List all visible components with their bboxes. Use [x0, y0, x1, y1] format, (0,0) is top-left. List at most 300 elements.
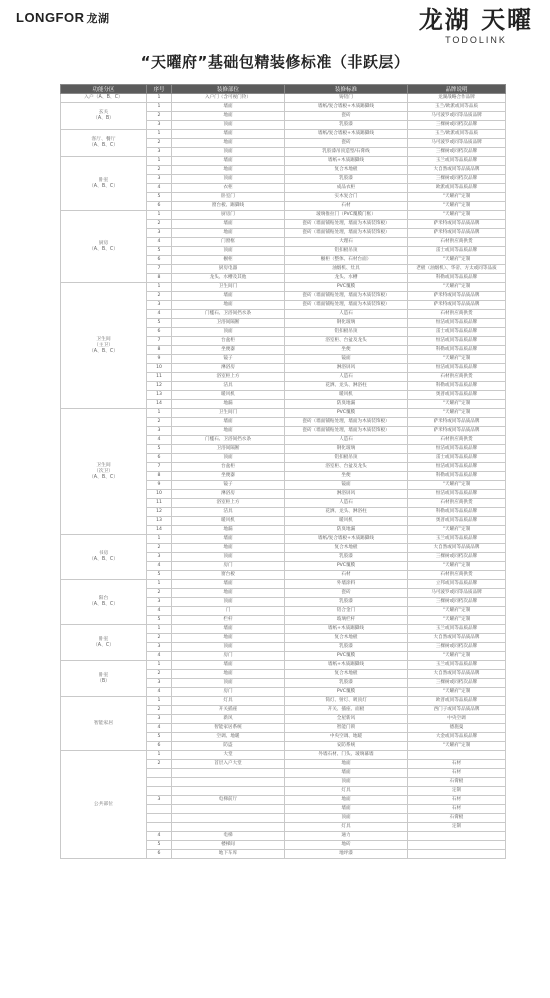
- brand-cell: 德施曼: [408, 724, 506, 733]
- brand-cell: 奥普或同等品质品牌: [408, 391, 506, 400]
- standard-cell: PVC覆膜: [285, 562, 408, 571]
- row-number: 3: [147, 598, 172, 607]
- part-cell: 地面: [172, 166, 285, 175]
- brand-cell: 科勒或同等品质品牌: [408, 274, 506, 283]
- row-number: 2: [147, 220, 172, 229]
- row-number: 2: [147, 139, 172, 148]
- brand-cell: 定制: [408, 823, 506, 832]
- brand-cell: 恒洁或同等品质品牌: [408, 490, 506, 499]
- part-cell: 厨房电器: [172, 265, 285, 274]
- part-cell: 台盆柜: [172, 463, 285, 472]
- standard-cell: 淋浴屏风: [285, 364, 408, 373]
- row-number: [147, 778, 172, 787]
- area-cell: 客厅、餐厅 （A、B、C）: [61, 130, 147, 157]
- standard-cell: 安防系统: [285, 742, 408, 751]
- brand-cell: 石材: [408, 796, 506, 805]
- row-number: 2: [147, 418, 172, 427]
- row-number: 11: [147, 373, 172, 382]
- standard-cell: 乳胶漆: [285, 598, 408, 607]
- brand-cell: 大自然或同等品质品牌: [408, 544, 506, 553]
- brand-cell: 大金或同等品质品牌: [408, 733, 506, 742]
- standard-cell: PVC覆膜: [285, 688, 408, 697]
- standard-cell: 石材: [285, 202, 408, 211]
- part-cell: 卫浴间隔断: [172, 445, 285, 454]
- table-row: [61, 580, 506, 589]
- standard-cell: 墙纸/复合墙板+木质踢脚线: [285, 103, 408, 112]
- area-cell: 智能家居: [61, 697, 147, 751]
- row-number: 3: [147, 427, 172, 436]
- brand-left-cn: 龙湖: [86, 13, 110, 25]
- area-cell: 卧室 （B）: [61, 661, 147, 697]
- area-cell: 卫生间 （次卫） （A、B、C）: [61, 409, 147, 535]
- row-number: 3: [147, 679, 172, 688]
- row-number: 3: [147, 553, 172, 562]
- header-standard: 装修标准: [285, 85, 408, 94]
- standard-cell: 花洒、龙头、淋浴柱: [285, 508, 408, 517]
- brand-cell: 大自然或同等品质品牌: [408, 634, 506, 643]
- row-number: 7: [147, 463, 172, 472]
- row-number: 5: [147, 571, 172, 580]
- row-number: 1: [147, 283, 172, 292]
- standard-cell: 玻璃栏杆: [285, 616, 408, 625]
- brand-cell: 玉兰/欧派或同等品质: [408, 103, 506, 112]
- part-cell: 卧室门: [172, 193, 285, 202]
- part-cell: 地下车库: [172, 850, 285, 859]
- part-cell: 顶面: [172, 121, 285, 130]
- standard-cell: 花洒、龙头、淋浴柱: [285, 382, 408, 391]
- row-number: [147, 823, 172, 832]
- part-cell: 栏杆: [172, 616, 285, 625]
- area-cell: 书房 （A、B、C）: [61, 535, 147, 580]
- row-number: 4: [147, 184, 172, 193]
- part-cell: 地面: [172, 670, 285, 679]
- standard-cell: 人造石: [285, 499, 408, 508]
- part-cell: 洁具: [172, 382, 285, 391]
- brand-cell: 欧普或同等品质品牌: [408, 697, 506, 706]
- standard-cell: 瓷砖（墙面铺贴处理，墙面为木质装饰板）: [285, 427, 408, 436]
- standard-cell: 铝扣板吊顶: [285, 247, 408, 256]
- part-cell: 顶面: [172, 148, 285, 157]
- part-cell: 墙面: [172, 103, 285, 112]
- standard-cell: 钢化玻璃: [285, 319, 408, 328]
- brand-cell: “天曜府”定制: [408, 526, 506, 535]
- brand-cell: 雷士或同等品质品牌: [408, 328, 506, 337]
- brand-cell: “天曜府”定制: [408, 652, 506, 661]
- row-number: 1: [147, 661, 172, 670]
- standard-cell: 橱柜（整体、石材台面）: [285, 256, 408, 265]
- standard-cell: 墙纸+木质踢脚线: [285, 661, 408, 670]
- part-cell: 顶面: [172, 247, 285, 256]
- part-cell: 顶面: [172, 643, 285, 652]
- brand-right-en: TODOLINK: [445, 35, 507, 45]
- standard-cell: 灯具: [285, 823, 408, 832]
- part-cell: 淋浴房: [172, 364, 285, 373]
- standard-cell: 乳胶漆吊顶造型/石膏线: [285, 148, 408, 157]
- standard-cell: 通力: [285, 832, 408, 841]
- part-cell: 地面: [172, 634, 285, 643]
- standard-cell: 瓷砖（墙面铺贴处理，墙面为木质装饰板）: [285, 301, 408, 310]
- brand-cell: “天曜府”定制: [408, 562, 506, 571]
- brand-cell: 石材: [408, 760, 506, 769]
- standard-cell: 防臭地漏: [285, 400, 408, 409]
- part-cell: 地漏: [172, 526, 285, 535]
- part-cell: 墙面: [172, 157, 285, 166]
- part-cell: 楼梯间: [172, 841, 285, 850]
- brand-cell: 中央空调: [408, 715, 506, 724]
- table-row: [61, 130, 506, 139]
- brand-cell: 玉兰或同等品质品牌: [408, 625, 506, 634]
- standard-cell: 乳胶漆: [285, 679, 408, 688]
- brand-cell: 马可波罗或同等品质品牌: [408, 139, 506, 148]
- row-number: 4: [147, 310, 172, 319]
- area-cell: 公共部位: [61, 751, 147, 859]
- row-number: 4: [147, 436, 172, 445]
- brand-cell: 三棵树或同档次品牌: [408, 175, 506, 184]
- row-number: 1: [147, 625, 172, 634]
- row-number: 2: [147, 706, 172, 715]
- part-cell: 顶面: [172, 454, 285, 463]
- part-cell: 开关插座: [172, 706, 285, 715]
- standard-cell: 钢化玻璃: [285, 445, 408, 454]
- row-number: 4: [147, 832, 172, 841]
- header-area: 功能分区: [61, 85, 147, 94]
- brand-cell: 玉兰或同等品质品牌: [408, 157, 506, 166]
- brand-cell: 萨米特或同等品质品牌: [408, 220, 506, 229]
- standard-cell: 浴室柜、台盆及龙头: [285, 337, 408, 346]
- brand-cell: 石材供应商供货: [408, 436, 506, 445]
- header-part: 装修部位: [172, 85, 285, 94]
- table-row: [61, 661, 506, 670]
- part-cell: 门窗框: [172, 238, 285, 247]
- standard-cell: 墙纸/复合墙板+木质踢脚线: [285, 535, 408, 544]
- brand-cell: 恒洁或同等品质品牌: [408, 337, 506, 346]
- row-number: 4: [147, 562, 172, 571]
- part-cell: 顶面: [172, 679, 285, 688]
- brand-cell: [408, 850, 506, 859]
- row-number: [147, 769, 172, 778]
- part-cell: 防盗: [172, 742, 285, 751]
- row-number: 6: [147, 256, 172, 265]
- standard-cell: PVC覆膜: [285, 652, 408, 661]
- table-row: [61, 409, 506, 418]
- brand-cell: 玉兰或同等品质品牌: [408, 535, 506, 544]
- brand-cell: 马可波罗或同等品质品牌: [408, 112, 506, 121]
- row-number: 12: [147, 382, 172, 391]
- standard-cell: 墙纸/复合墙板+木质踢脚线: [285, 130, 408, 139]
- brand-cell: 大自然或同等品质品牌: [408, 670, 506, 679]
- row-number: 2: [147, 760, 172, 769]
- standard-cell: 瓷砖: [285, 112, 408, 121]
- standard-cell: 智能门锁: [285, 724, 408, 733]
- standard-cell: 乳胶漆: [285, 121, 408, 130]
- part-cell: [172, 787, 285, 796]
- row-number: 6: [147, 850, 172, 859]
- brand-cell: “天曜府”定制: [408, 616, 506, 625]
- standard-cell: 浴室柜、台盆及龙头: [285, 463, 408, 472]
- brand-cell: 科勒或同等品质品牌: [408, 472, 506, 481]
- brand-cell: 欧派或同等品质品牌: [408, 184, 506, 193]
- part-cell: 地面: [172, 229, 285, 238]
- brand-cell: 石材供应商供货: [408, 238, 506, 247]
- standard-cell: 筒灯、射灯、吸顶灯: [285, 697, 408, 706]
- row-number: 3: [147, 796, 172, 805]
- brand-cell: “天曜府”定制: [408, 202, 506, 211]
- brand-cell: 石材供应商供货: [408, 499, 506, 508]
- part-cell: 顶面: [172, 553, 285, 562]
- part-cell: 门: [172, 607, 285, 616]
- brand-cell: “天曜府”定制: [408, 355, 506, 364]
- row-number: 9: [147, 355, 172, 364]
- brand-cell: [408, 832, 506, 841]
- brand-cell: 萨米特或同等品质品牌: [408, 229, 506, 238]
- standard-cell: 乳胶漆: [285, 553, 408, 562]
- part-cell: 门槛石、卫浴间挡水条: [172, 436, 285, 445]
- part-cell: 新风: [172, 715, 285, 724]
- brand-cell: 大自然或同等品质品牌: [408, 166, 506, 175]
- part-cell: 淋浴房: [172, 490, 285, 499]
- row-number: 2: [147, 166, 172, 175]
- part-cell: 墙面: [172, 418, 285, 427]
- brand-cell: 恒洁或同等品质品牌: [408, 319, 506, 328]
- row-number: 1: [147, 157, 172, 166]
- row-number: 10: [147, 490, 172, 499]
- table-body: [61, 94, 506, 859]
- row-number: 3: [147, 121, 172, 130]
- standard-cell: 人造石: [285, 436, 408, 445]
- brand-cell: 萨米特或同等品质品牌: [408, 418, 506, 427]
- part-cell: 房门: [172, 652, 285, 661]
- standard-cell: 全屋新风: [285, 715, 408, 724]
- part-cell: 房门: [172, 562, 285, 571]
- standard-cell: 顶面: [285, 778, 408, 787]
- standard-cell: 地面: [285, 760, 408, 769]
- row-number: 9: [147, 481, 172, 490]
- row-number: 1: [147, 580, 172, 589]
- brand-cell: 石膏板: [408, 778, 506, 787]
- row-number: 6: [147, 328, 172, 337]
- brand-cell: 萨米特或同等品质品牌: [408, 301, 506, 310]
- standard-cell: 瓷砖（墙面铺贴处理，墙面为木质装饰板）: [285, 418, 408, 427]
- standard-cell: 铝合金门: [285, 607, 408, 616]
- standard-cell: 外墙涂料: [285, 580, 408, 589]
- part-cell: 墙面: [172, 625, 285, 634]
- part-cell: 空调、地暖: [172, 733, 285, 742]
- row-number: 3: [147, 229, 172, 238]
- standard-cell: 铝扣板吊顶: [285, 454, 408, 463]
- brand-cell: 科勒或同等品质品牌: [408, 382, 506, 391]
- part-cell: [172, 823, 285, 832]
- brand-right-cn: 龙湖 天曜: [418, 5, 534, 34]
- part-cell: 浴室柜上方: [172, 373, 285, 382]
- standard-cell: 石材: [285, 571, 408, 580]
- row-number: 1: [147, 535, 172, 544]
- brand-cell: [408, 841, 506, 850]
- standard-cell: 地面: [285, 796, 408, 805]
- brand-cell: “天曜府”定制: [408, 481, 506, 490]
- brand-cell: 科勒或同等品质品牌: [408, 508, 506, 517]
- row-number: 3: [147, 175, 172, 184]
- brand-cell: “天曜府”定制: [408, 283, 506, 292]
- standard-cell: 铸铝门: [285, 94, 408, 103]
- part-cell: 大堂: [172, 751, 285, 760]
- area-cell: 厨房 （A、B、C）: [61, 211, 147, 283]
- brand-cell: 石膏板: [408, 814, 506, 823]
- brand-cell: 萨米特或同等品质品牌: [408, 292, 506, 301]
- part-cell: 顶面: [172, 328, 285, 337]
- part-cell: 墙面: [172, 661, 285, 670]
- table-row: [61, 211, 506, 220]
- standard-cell: 龙头、水槽: [285, 274, 408, 283]
- standard-cell: 瓷砖（墙面铺贴处理，墙面为木质装饰板）: [285, 220, 408, 229]
- part-cell: 地面: [172, 139, 285, 148]
- standard-cell: 外墙石材、门头、玻璃幕墙: [285, 751, 408, 760]
- standard-cell: 镜面: [285, 355, 408, 364]
- row-number: 3: [147, 148, 172, 157]
- brand-cell: 石材: [408, 805, 506, 814]
- brand-cell: 老板（油烟机）、华帝、方太或同等品质: [408, 265, 506, 274]
- row-number: 1: [147, 103, 172, 112]
- part-cell: 窗台板、踢脚线: [172, 202, 285, 211]
- standard-cell: 瓷砖: [285, 589, 408, 598]
- part-cell: 地面: [172, 427, 285, 436]
- part-cell: 墙面: [172, 130, 285, 139]
- brand-cell: “天曜府”定制: [408, 688, 506, 697]
- row-number: 3: [147, 301, 172, 310]
- longfor-logo: [16, 10, 110, 26]
- part-cell: 龙头、水槽及其他: [172, 274, 285, 283]
- standard-cell: 防臭地漏: [285, 526, 408, 535]
- row-number: 4: [147, 688, 172, 697]
- standard-cell: 实木复合门: [285, 193, 408, 202]
- area-cell: 入户（A、B、C）: [61, 94, 147, 103]
- brand-cell: 恒洁或同等品质品牌: [408, 364, 506, 373]
- table-row: [61, 697, 506, 706]
- part-cell: 衣柜: [172, 184, 285, 193]
- brand-cell: 定制: [408, 787, 506, 796]
- row-number: 2: [147, 292, 172, 301]
- part-cell: 房门: [172, 688, 285, 697]
- brand-cell: 科勒或同等品质品牌: [408, 346, 506, 355]
- table-row: [61, 283, 506, 292]
- row-number: 8: [147, 472, 172, 481]
- row-number: 7: [147, 337, 172, 346]
- row-number: 2: [147, 670, 172, 679]
- brand-cell: 三棵树或同档次品牌: [408, 598, 506, 607]
- standard-cell: 开关、插座、面板: [285, 706, 408, 715]
- part-cell: 地面: [172, 589, 285, 598]
- part-cell: 橱柜: [172, 256, 285, 265]
- part-cell: 卫生间门: [172, 283, 285, 292]
- table-row: [61, 103, 506, 112]
- standard-cell: 乳胶漆: [285, 643, 408, 652]
- row-number: 14: [147, 400, 172, 409]
- part-cell: 暖风机: [172, 391, 285, 400]
- row-number: 5: [147, 841, 172, 850]
- row-number: 4: [147, 652, 172, 661]
- standard-cell: PVC覆膜: [285, 409, 408, 418]
- part-cell: 首层入户大堂: [172, 760, 285, 769]
- row-number: 1: [147, 130, 172, 139]
- standard-cell: PVC覆膜: [285, 283, 408, 292]
- table-row: [61, 751, 506, 760]
- row-number: 5: [147, 193, 172, 202]
- row-number: 2: [147, 112, 172, 121]
- part-cell: 台盆柜: [172, 337, 285, 346]
- brand-cell: 石材供应商供货: [408, 571, 506, 580]
- brand-cell: 马可波罗或同等品质品牌: [408, 589, 506, 598]
- brand-cell: “天曜府”定制: [408, 607, 506, 616]
- area-cell: 卧室 （A、B、C）: [61, 157, 147, 211]
- brand-cell: 恒洁或同等品质品牌: [408, 463, 506, 472]
- row-number: 2: [147, 544, 172, 553]
- part-cell: 洁具: [172, 508, 285, 517]
- brand-cell: 奥普或同等品质品牌: [408, 517, 506, 526]
- brand-cell: 石材: [408, 769, 506, 778]
- part-cell: 顶面: [172, 598, 285, 607]
- part-cell: 卫生间门: [172, 409, 285, 418]
- brand-cell: “天曜府”定制: [408, 193, 506, 202]
- standard-cell: 复合木地板: [285, 166, 408, 175]
- standard-cell: 中央空调、地暖: [285, 733, 408, 742]
- row-number: 2: [147, 589, 172, 598]
- brand-cell: 玉兰/欧派或同等品质: [408, 130, 506, 139]
- header-no: 序号: [147, 85, 172, 94]
- part-cell: 地面: [172, 301, 285, 310]
- brand-cell: 萨米特或同等品质品牌: [408, 427, 506, 436]
- area-cell: 卧室 （A、C）: [61, 625, 147, 661]
- row-number: 5: [147, 319, 172, 328]
- standard-cell: 玻璃推拉门（PVC覆膜门框）: [285, 211, 408, 220]
- row-number: 4: [147, 238, 172, 247]
- row-number: 10: [147, 364, 172, 373]
- part-cell: 电梯: [172, 832, 285, 841]
- row-number: 3: [147, 643, 172, 652]
- row-number: 3: [147, 715, 172, 724]
- standard-cell: 暖风机: [285, 517, 408, 526]
- standard-cell: 大理石: [285, 238, 408, 247]
- brand-cell: 西门子或同等品质品牌: [408, 706, 506, 715]
- standard-cell: 墙面: [285, 805, 408, 814]
- row-number: 12: [147, 508, 172, 517]
- brand-cell: 恒洁或同等品质品牌: [408, 445, 506, 454]
- part-cell: 暖风机: [172, 517, 285, 526]
- part-cell: 门槛石、卫浴间挡水条: [172, 310, 285, 319]
- standard-cell: 瓷砖（墙面铺贴处理，墙面为木质装饰板）: [285, 292, 408, 301]
- part-cell: 卫浴间隔断: [172, 319, 285, 328]
- standard-cell: 成品衣柜: [285, 184, 408, 193]
- part-cell: 地面: [172, 544, 285, 553]
- standard-cell: 复合木地板: [285, 544, 408, 553]
- standard-cell: 瓷砖（墙面铺贴处理，墙面为木质装饰板）: [285, 229, 408, 238]
- part-cell: [172, 769, 285, 778]
- document-title: “天曜府”基础包精装修标准（非跃层）: [140, 53, 410, 71]
- row-number: 5: [147, 616, 172, 625]
- part-cell: 厨房门: [172, 211, 285, 220]
- standard-cell: 油烟机、灶具: [285, 265, 408, 274]
- part-cell: [172, 778, 285, 787]
- standard-cell: 人造石: [285, 373, 408, 382]
- table-header-row: [61, 85, 506, 94]
- part-cell: 灯具: [172, 697, 285, 706]
- brand-cell: 石材供应商供货: [408, 373, 506, 382]
- brand-cell: 立邦或同等品质品牌: [408, 580, 506, 589]
- table-row: [61, 535, 506, 544]
- standard-cell: 顶面: [285, 814, 408, 823]
- part-cell: 墙面: [172, 535, 285, 544]
- standard-cell: 铝扣板吊顶: [285, 328, 408, 337]
- area-cell: 玄关 （A、B）: [61, 103, 147, 130]
- tiantao-logo: [416, 6, 536, 45]
